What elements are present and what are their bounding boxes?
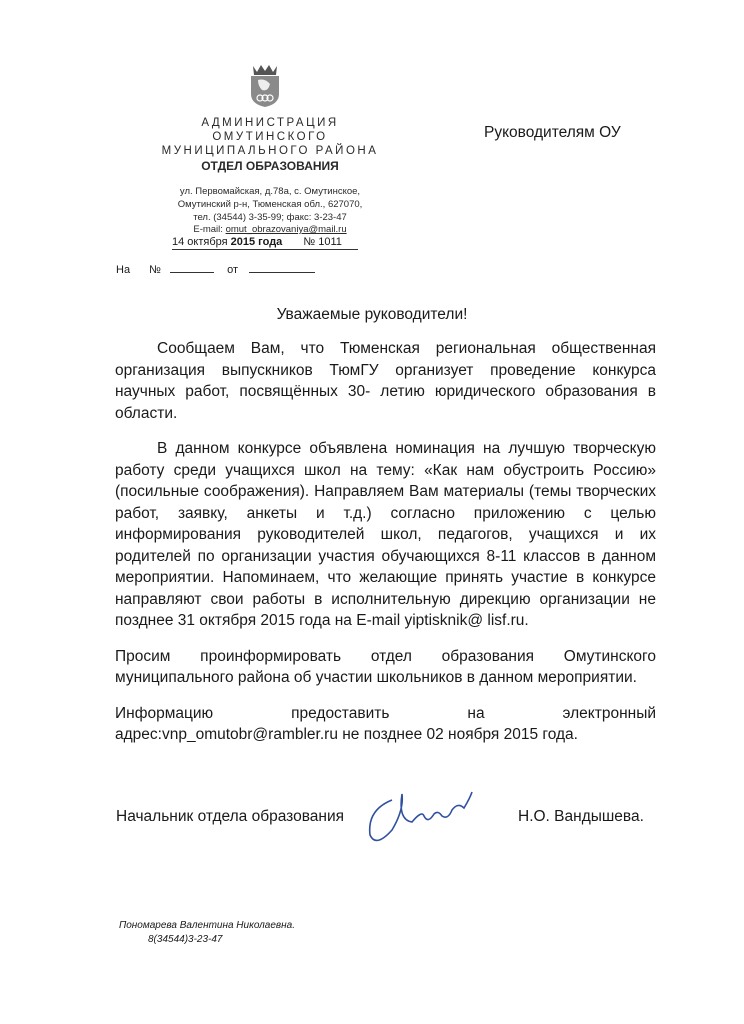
paragraph-3: Просим проинформировать отдел образования Омутинского муниципального района об участии школьников в данном мероприятии. <box>115 647 656 686</box>
letterhead-line2: ОМУТИНСКОГО <box>212 131 328 143</box>
email-line <box>130 223 410 236</box>
phone-line: тел. (34544) 3-35-99; факс: 3-23-47 <box>193 212 347 223</box>
letterhead-dept: ОТДЕЛ ОБРАЗОВАНИЯ <box>201 159 339 173</box>
address-line2: Омутинский р-н, Тюменская обл., 627070, <box>177 199 363 210</box>
letterhead-line3: МУНИЦИПАЛЬНОГО РАЙОНА <box>161 145 379 157</box>
number-label: № <box>303 236 316 248</box>
contact-name: Пономарева Валентина Николаевна. <box>119 920 295 931</box>
letter-body <box>115 338 656 746</box>
signature-name: Н.О. Вандышева. <box>518 808 644 825</box>
reply-line <box>116 264 315 276</box>
paragraph-2: В данном конкурсе объявлена номинация на лучшую творческую работу среди учащихся школ на тему: «Как нам обустроить Россию» (посильные соображения). Направляем Вам материалы (темы творческих работ, заявку, анкеты и т.д.) согласно приложению с целью информирования руководителей школ, педагогов, учащихся и их родителей по организации участия обучающихся 8-11 классов в данном мероприятии. Напоминаем, что желающие принять участие в конкурсе направляют свои работы в исполнительную дирекцию организации не позднее 31 октября 2015 года на E-mail yiptisknik@ lisf.ru. <box>115 440 656 629</box>
email-label: E-mail: <box>193 224 223 235</box>
address-line1: ул. Первомайская, д.78а, с. Омутинское, <box>179 186 361 197</box>
reply-from-label: от <box>227 264 238 276</box>
signature-position: Начальник отдела образования <box>116 808 344 825</box>
coat-of-arms-icon <box>248 62 282 108</box>
date-year: 2015 года <box>230 236 283 248</box>
reply-no-blank <box>170 272 214 273</box>
email-link[interactable]: omut_obrazovaniya@mail.ru <box>225 224 347 235</box>
letterhead-line1: АДМИНИСТРАЦИЯ <box>201 117 339 129</box>
contact-phone: 8(34544)3-23-47 <box>148 934 223 945</box>
date-day: 14 октября <box>172 236 228 248</box>
paragraph-4: Информацию предоставить на электронный адрес:vnp_omutobr@rambler.ru не позднее 02 ноября 2015 года. <box>115 704 656 743</box>
greeting: Уважаемые руководители! <box>276 306 468 323</box>
doc-number: 1011 <box>318 236 342 248</box>
date-number-line <box>172 236 358 250</box>
recipient: Руководителям ОУ <box>484 124 621 141</box>
reply-no-label: № <box>149 264 161 276</box>
reply-date-blank <box>249 272 315 273</box>
signature-image <box>362 780 482 855</box>
paragraph-1: Сообщаем Вам, что Тюменская региональная общественная организация выпускников ТюмГУ организует проведение конкурса научных работ, посвящённых 30- летию юридического образования в области. <box>115 340 656 422</box>
reply-on-label: На <box>116 264 131 276</box>
